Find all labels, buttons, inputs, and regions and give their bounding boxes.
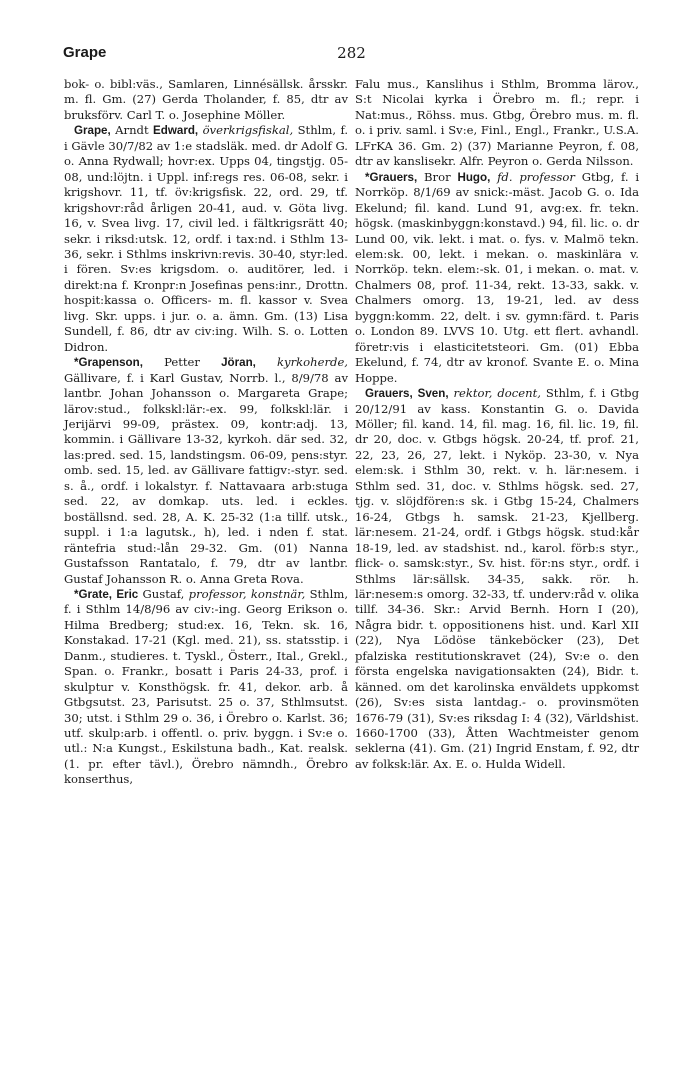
entry-surname: Grauers, (365, 387, 413, 401)
biography-entry: *Grate, Eric Gustaf, professor, konstnär, Sthlm, f. i Sthlm 14/8/96 av civ:-ing. Georg Erikson o. Hilma Bredberg; stud:ex. 16, Tekn. sk. 16, Konstakad. 17-21 (Kgl. med. 21), ss. statsstip. i Danm., studieres. t. Tyskl., Österr., Ital., Grekl., Span. o. Frankr., bosatt i Paris 24-33, prof. i skulptur v. Konsthögsk. fr. 41, dekor. arb. å Gtbgsutst. 23, Parisutst. 25 o. 37, Sthlmsutst. 30; utst. i Sthlm 29 o. 36, i Örebro o. Karlst. 36; utf. skulp:arb. i offentl. o. priv. byggn. i Sv:e o. utl.: N:a Kungst., Eskilstuna badh., Kat. realsk. (1. pr. efter tävl.), Örebro nämndh., Örebro konserthus, (64, 586, 349, 787)
biography-entry: Grape, Arndt Edward, överkrigsfiskal, Sthlm, f. i Gävle 30/7/82 av 1:e stadsläk. med. dr Adolf G. o. Anna Rydwall; hovr:ex. Upps 04, tingstjg. 05-08, und:löjtn. i Uppl. inf:regs res. 06-08, sekr. i krigshovr. 11, tf. öv:krigsfisk. 22, ord. 29, tf. krigshovr:råd årligen 20-41, aud. v. Göta livg. 16, v. Svea livg. 17, civil led. i fältkrigsrätt 40; sekr. i riksd:utsk. 12, ordf. i tax:nd. i Sthlm 13-36, sekr. i Sthlms inskrivn:revis. 30-40, styr:led. i fören. Sv:es krigsdom. o. auditörer, led. i direkt:na f. Kronpr:n Josefinas pens:inr., Drottn. hospit:kassa o. Officers- m. fl. kassor v. Svea livg. Skr. upps. i jur. o. a. ämn. Gm. (13) Lisa Sundell, f. 86, dtr av civ:ing. Wilh. S. o. Lotten Didron. (64, 123, 349, 354)
biography-entry: *Grapenson, Petter Jöran, kyrkoherde, Gällivare, f. i Karl Gustav, Norrb. l., 8/9/78 av lantbr. Johan Johansson o. Margareta Grape; lärov:stud., folkskl:lär:-ex. 99, folkskl:lär. i Jerijärvi 99-09, prästex. 09, kontr:adj. 13, kommin. i Gällivare 13-32, kyrkoh. där sed. 32, las:pred. sed. 15, landstingsm. 06-09, pens:styr. omb. sed. 15, led. av Gällivare fattigv:-styr. sed. s. å., ordf. i lokalstyr. f. Nattavaara arb:stuga sed. 22, av domkap. uts. led. i eckles. boställsnd. sed. 28, A. K. 25-32 (1:a tillf. utsk., suppl. i 1:a lagutsk., h), led. i nden f. stat. räntefria stud:-lån 29-32. Gm. (01) Nanna Gustafsson Rantatalo, f. 79, dtr av lantbr. Gustaf Johansson R. o. Anna Greta Rova. (64, 355, 348, 586)
entry-given-name: Sven, (417, 387, 449, 401)
entry-given-name: Hugo, (457, 170, 491, 184)
page-number: 282 (337, 44, 366, 62)
entry-surname: *Grapenson, (74, 356, 143, 370)
biography-entry: *Grauers, Bror Hugo, fd. professor Gtbg, f. i Norrköp. 8/1/69 av snick:-mäst. Jacob G. o. Ida Ekelund; fil. kand. Lund 91, avg:ex. fr. tekn. högsk. (maskinbyggn:konstavd.) 94, fil. lic. o. dr Lund 00, vik. lekt. i mat. o. fys. v. Malmö tekn. elem:sk. 00, lekt. i mekan. o. maskinlära v. Norrköp. tekn. elem:-sk. 01, i mekan. o. mat. v. Chalmers 08, prof. 11-34, rekt. 13-33, sakk. v. Chalmers omorg. 13, 19-21, led. av dess byggn:komm. 22, delt. i sv. gymn:färd. t. Paris o. London 89. LVVS 10. Utg. ett flert. avhandl. företr:vis i elasticitetsteori. Gm. (01) Ebba Ekelund, f. 74, dtr av kronof. Svante E. o. Mina Hoppe. (355, 169, 640, 385)
entry-surname: *Grate, (74, 587, 113, 601)
entry-text: Sthlm, f. i Gtbg 20/12/91 av kass. Konstantin G. o. Davida Möller; fil. kand. 14, fil. mag. 16, fil. lic. 19, fil. dr 20, doc. v. Gtbgs högsk. 20-24, tf. prof. 21, 22, 23, 26, 27, lekt. i Nyköp. 23-30, v. Nya elem:sk. i Sthlm 30, rekt. v. h. lär:nesem. i Sthlm sed. 31, doc. v. Sthlms högsk. sed. 27, tjg. v. slöjdfören:s sk. i Gtbg 15-24, Chalmers 16-24, Gtbgs h. samsk. 21-23, Kjellberg. lär:nesem. 21-24, ordf. i Gtbgs högsk. stud:kår 18-19, led. av stadshist. nd., karol. förb:s styr., flick- o. samsk:styr., Sv. hist. för:ns styr., ordf. i Sthlms lär:sällsk. 34-35, sakk. rör. h. lär:nesem:s omorg. 32-33, tf. underv:råd v. olika tillf. 34-36. Skr.: Arvid Bernh. Horn I (20), Några bidr. t. oppositionens hist. und. Karl XII (22), Nya Lödöse tänkeböcker (23), Det pfalziska restitutionskravet (24), Sv:e o. den första engelska navigationsakten (24), Bidr. t. känned. om det karolinska enväldets uppkomst (26), Sv:es sista lantdag.- o. provinsmöten 1676-79 (31), Sv:es riksdag I: 4 (32), Världshist. 1660-1700 (33), Åtten Wachtmeister genom seklerna (41). Gm. (21) Ingrid Enstam, f. 92, dtr av folksk:lär. Ax. E. o. Hulda Widell. (355, 386, 640, 771)
entry-text: Gtbg, f. i Norrköp. 8/1/69 av snick:-mäst. Jacob G. o. Ida Ekelund; fil. kand. Lund 91, avg:ex. fr. tekn. högsk. (maskinbyggn:konstavd.) 94, fil. lic. o. dr Lund 00, vik. lekt. i mat. o. fys. v. Malmö tekn. elem:sk. 00, lekt. i mekan. o. maskinlära v. Norrköp. tekn. elem:-sk. 01, i mekan. o. mat. v. Chalmers 08, prof. 11-34, rekt. 13-33, sakk. v. Chalmers omorg. 13, 19-21, led. av dess byggn:komm. 22, delt. i sv. gymn:färd. t. Paris o. London 89. LVVS 10. Utg. ett flert. avhandl. företr:vis i elasticitetsteori. Gm. (01) Ebba Ekelund, f. 74, dtr av kronof. Svante E. o. Mina Hoppe. (355, 169, 640, 385)
entry-given-name: Edward, (153, 124, 199, 138)
entry-surname: *Grauers, (365, 170, 418, 184)
entry-given-name: Jöran, (221, 356, 256, 370)
entry-occupation: fd. professor (497, 169, 575, 184)
entry-continuation: Falu mus., Kanslihus i Sthlm, Bromma lärov., S:t Nicolai kyrka i Örebro m. fl.; repr. i Nat:mus., Röhss. mus. Gtbg, Örebro mus. m. fl. o. i priv. saml. i Sv:e, Finl., Engl., Frankr., U.S.A. LFrKA 36. Gm. 2) (37) Marianne Peyron, f. 08, dtr av kanslisekr. Alfr. Peyron o. Gerda Nilsson. (355, 77, 639, 169)
entry-text: Gällivare, f. i Karl Gustav, Norrb. l., 8/9/78 av lantbr. Johan Johansson o. Margareta Grape; lärov:stud., folkskl:lär:-ex. 99, folkskl:lär. i Jerijärvi 99-09, prästex. 09, kontr:adj. 13, kommin. i Gällivare 13-32, kyrkoh. där sed. 32, las:pred. sed. 15, landstingsm. 06-09, pens:styr. omb. sed. 15, led. av Gällivare fattigv:-styr. sed. s. å., ordf. i lokalstyr. f. Nattavaara arb:stuga sed. 22, av domkap. uts. led. i eckles. boställsnd. sed. 28, A. K. 25-32 (1:a tillf. utsk., suppl. i 1:a lagutsk., h), led. i nden f. stat. räntefria stud:-lån 29-32. Gm. (01) Nanna Gustafsson Rantatalo, f. 79, dtr av lantbr. Gustaf Johansson R. o. Anna Greta Rova. (64, 370, 348, 586)
entry-occupation: överkrigsfiskal, (202, 123, 294, 138)
entry-text: Sthlm, f. i Sthlm 14/8/96 av civ:-ing. Georg Erikson o. Hilma Bredberg; stud:ex. 16, Tekn. sk. 16, Konstakad. 17-21 (Kgl. med. 21), ss. statsstip. i Danm., studieres. t. Tyskl., Österr., Ital., Grekl., Span. o. Frankr., bosatt i Paris 24-33, prof. i skulptur v. Konsthögsk. fr. 41, dekor. arb. å Gtbgsutst. 23, Parisutst. 25 o. 37, Sthlmsutst. 30; utst. i Sthlm 29 o. 36, i Örebro o. Karlst. 36; utf. skulp:arb. i offentl. o. priv. byggn. i Sv:e o. utl.: N:a Kungst., Eskilstuna badh., Kat. realsk. (1. pr. efter tävl.), Örebro nämndh., Örebro konserthus, (64, 586, 349, 787)
running-head: Grape (63, 44, 107, 61)
entry-surname: Grape, (74, 124, 111, 138)
right-column (355, 77, 639, 772)
left-column (64, 77, 348, 788)
entry-occupation: rektor, docent, (453, 386, 541, 401)
entry-continuation: bok- o. bibl:väs., Samlaren, Linnésällsk. årsskr. m. fl. Gm. (27) Gerda Tholander, f. 85, dtr av bruksförv. Carl T. o. Josephine Möller. (64, 77, 348, 122)
page-header (63, 44, 640, 68)
biography-entry (355, 386, 639, 772)
entry-occupation: professor, konstnär, (188, 586, 306, 601)
entry-text: Sthlm, f. i Gävle 30/7/82 av 1:e stadsläk. med. dr Adolf G. o. Anna Rydwall; hovr:ex. Upps 04, tingstjg. 05-08, und:löjtn. i Uppl. inf:regs res. 06-08, sekr. i krigshovr. 11, tf. öv:krigsfisk. 22, ord. 29, tf. krigshovr:råd årligen 20-41, aud. v. Göta livg. 16, v. Svea livg. 17, civil led. i fältkrigsrätt 40; sekr. i riksd:utsk. 12, ordf. i tax:nd. i Sthlm 13-36, sekr. i Sthlms inskrivn:revis. 30-40, styr:led. i fören. Sv:es krigsdom. o. auditörer, led. i direkt:na f. Kronpr:n Josefinas pens:inr., Drottn. hospit:kassa o. Officers- m. fl. kassor v. Svea livg. Skr. upps. i jur. o. a. ämn. Gm. (13) Lisa Sundell, f. 86, dtr av civ:ing. Wilh. S. o. Lotten Didron. (64, 123, 349, 354)
entry-given-name: Eric (116, 587, 139, 601)
entry-occupation: kyrkoherde, (277, 355, 348, 370)
